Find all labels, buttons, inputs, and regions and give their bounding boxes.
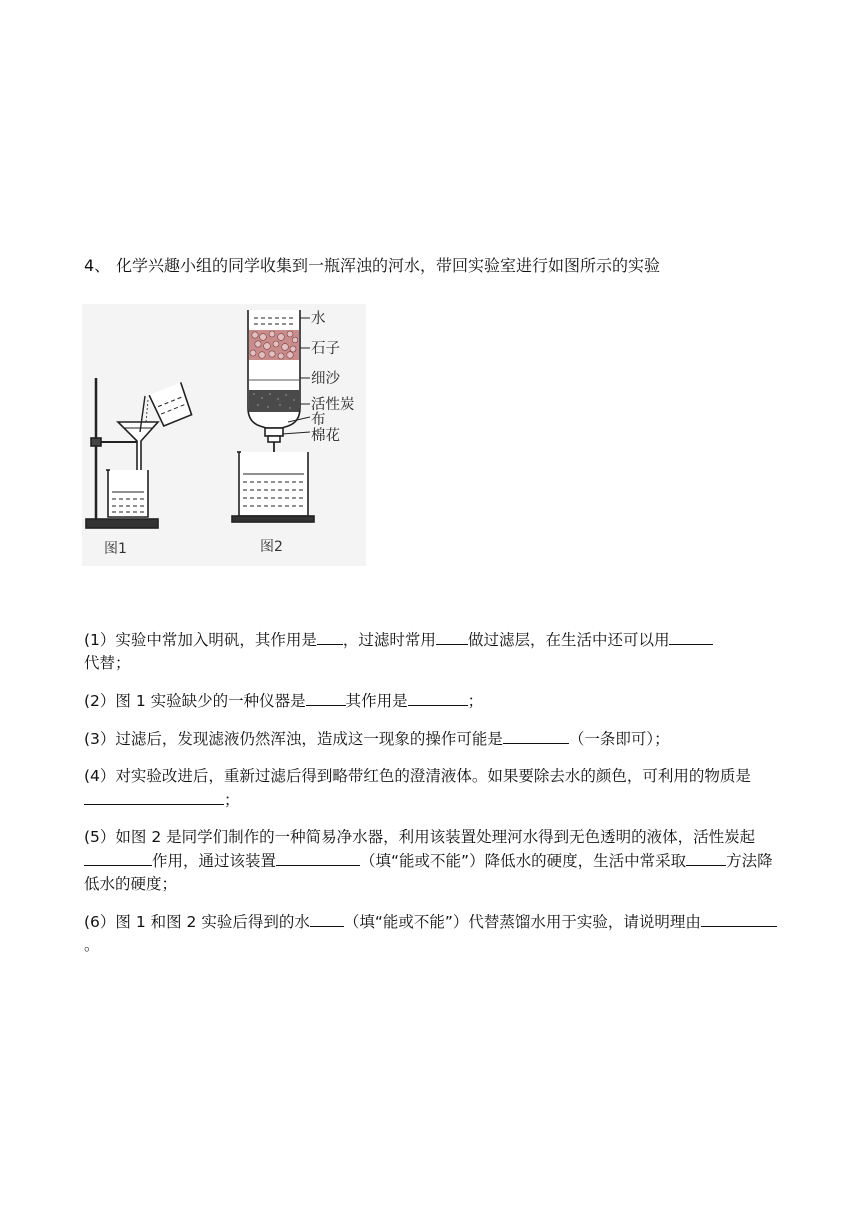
sub-question-4 (84, 765, 784, 812)
label-cloth: 布 (311, 412, 326, 428)
answer-blank[interactable] (306, 689, 346, 706)
label-sand: 细沙 (311, 371, 340, 387)
figure2-caption: 图2 (260, 539, 283, 555)
filtration-apparatus (86, 378, 193, 528)
sub-question-3 (84, 727, 784, 751)
label-stones: 石子 (311, 341, 340, 357)
question-text: （填“能或不能”）降低水的硬度，生活中常采取 (360, 852, 687, 870)
clamp-knob (91, 438, 101, 446)
question-text: 方法降低水的硬度； (84, 852, 773, 893)
water-purifier (232, 310, 314, 522)
bottle-cap (265, 428, 283, 436)
sub-question-1 (84, 628, 784, 675)
question-text: (1）实验中常加入明矾，其作用是 (84, 631, 317, 649)
answer-blank[interactable] (503, 727, 569, 744)
question-text: (2）图 1 实验缺少的一种仪器是 (84, 692, 306, 710)
question-text: ； (467, 692, 484, 710)
question-text: (5）如图 2 是同学们制作的一种简易净水器，利用该装置处理河水得到无色透明的液体，活性炭起 (84, 828, 756, 846)
sub-question-6 (84, 910, 784, 957)
question-number: 4、 (84, 256, 111, 275)
question-text: ； (224, 791, 240, 809)
question-text: （一条即可）； (568, 730, 670, 748)
answer-blank[interactable] (669, 628, 713, 645)
sub-question-5 (84, 826, 784, 896)
answer-blank[interactable] (408, 689, 468, 706)
question-title: 化学兴趣小组的同学收集到一瓶浑浊的河水，带回实验室进行如图所示的实验 (116, 256, 661, 275)
platform (232, 516, 314, 522)
question-text: (6）图 1 和图 2 实验后得到的水 (84, 913, 310, 931)
question-text: 。 (84, 936, 100, 954)
question-text: 作用，通过该装置 (152, 852, 277, 870)
answer-blank[interactable] (276, 849, 360, 866)
question-text: ，过滤时常用 (342, 631, 436, 649)
apparatus-illustration (82, 304, 366, 566)
question-text: 其作用是 (345, 692, 408, 710)
label-carbon: 活性炭 (311, 397, 355, 413)
question-text: 代替； (84, 654, 131, 672)
figure1-caption: 图1 (104, 541, 127, 557)
answer-blank[interactable] (686, 849, 726, 866)
question-text: （填“能或不能”）代替蒸馏水用于实验，请说明理由 (343, 913, 701, 931)
question-text: 做过滤层，在生活中还可以用 (467, 631, 670, 649)
funnel (118, 422, 158, 476)
answer-blank[interactable] (436, 628, 468, 645)
label-cotton: 棉花 (311, 428, 340, 444)
answer-blank[interactable] (701, 910, 777, 927)
beaker-fig1 (108, 470, 148, 517)
answer-blank[interactable] (84, 788, 224, 805)
carbon-layer (249, 390, 299, 412)
label-water: 水 (311, 311, 326, 327)
answer-blank[interactable] (84, 849, 152, 866)
question-text: (4）对实验改进后，重新过滤后得到略带红色的澄清液体。如果要除去水的颜色，可利用的物质是 (84, 767, 751, 785)
answer-blank[interactable] (310, 910, 344, 927)
sub-question-2 (84, 689, 784, 713)
stand-base (86, 519, 158, 528)
question-text: (3）过滤后，发现滤液仍然浑浊，造成这一现象的操作可能是 (84, 730, 503, 748)
pouring-beaker (149, 382, 193, 426)
experiment-figure (82, 304, 366, 566)
answer-blank[interactable] (317, 628, 343, 645)
sub-questions (84, 628, 784, 971)
question-heading (84, 254, 660, 278)
